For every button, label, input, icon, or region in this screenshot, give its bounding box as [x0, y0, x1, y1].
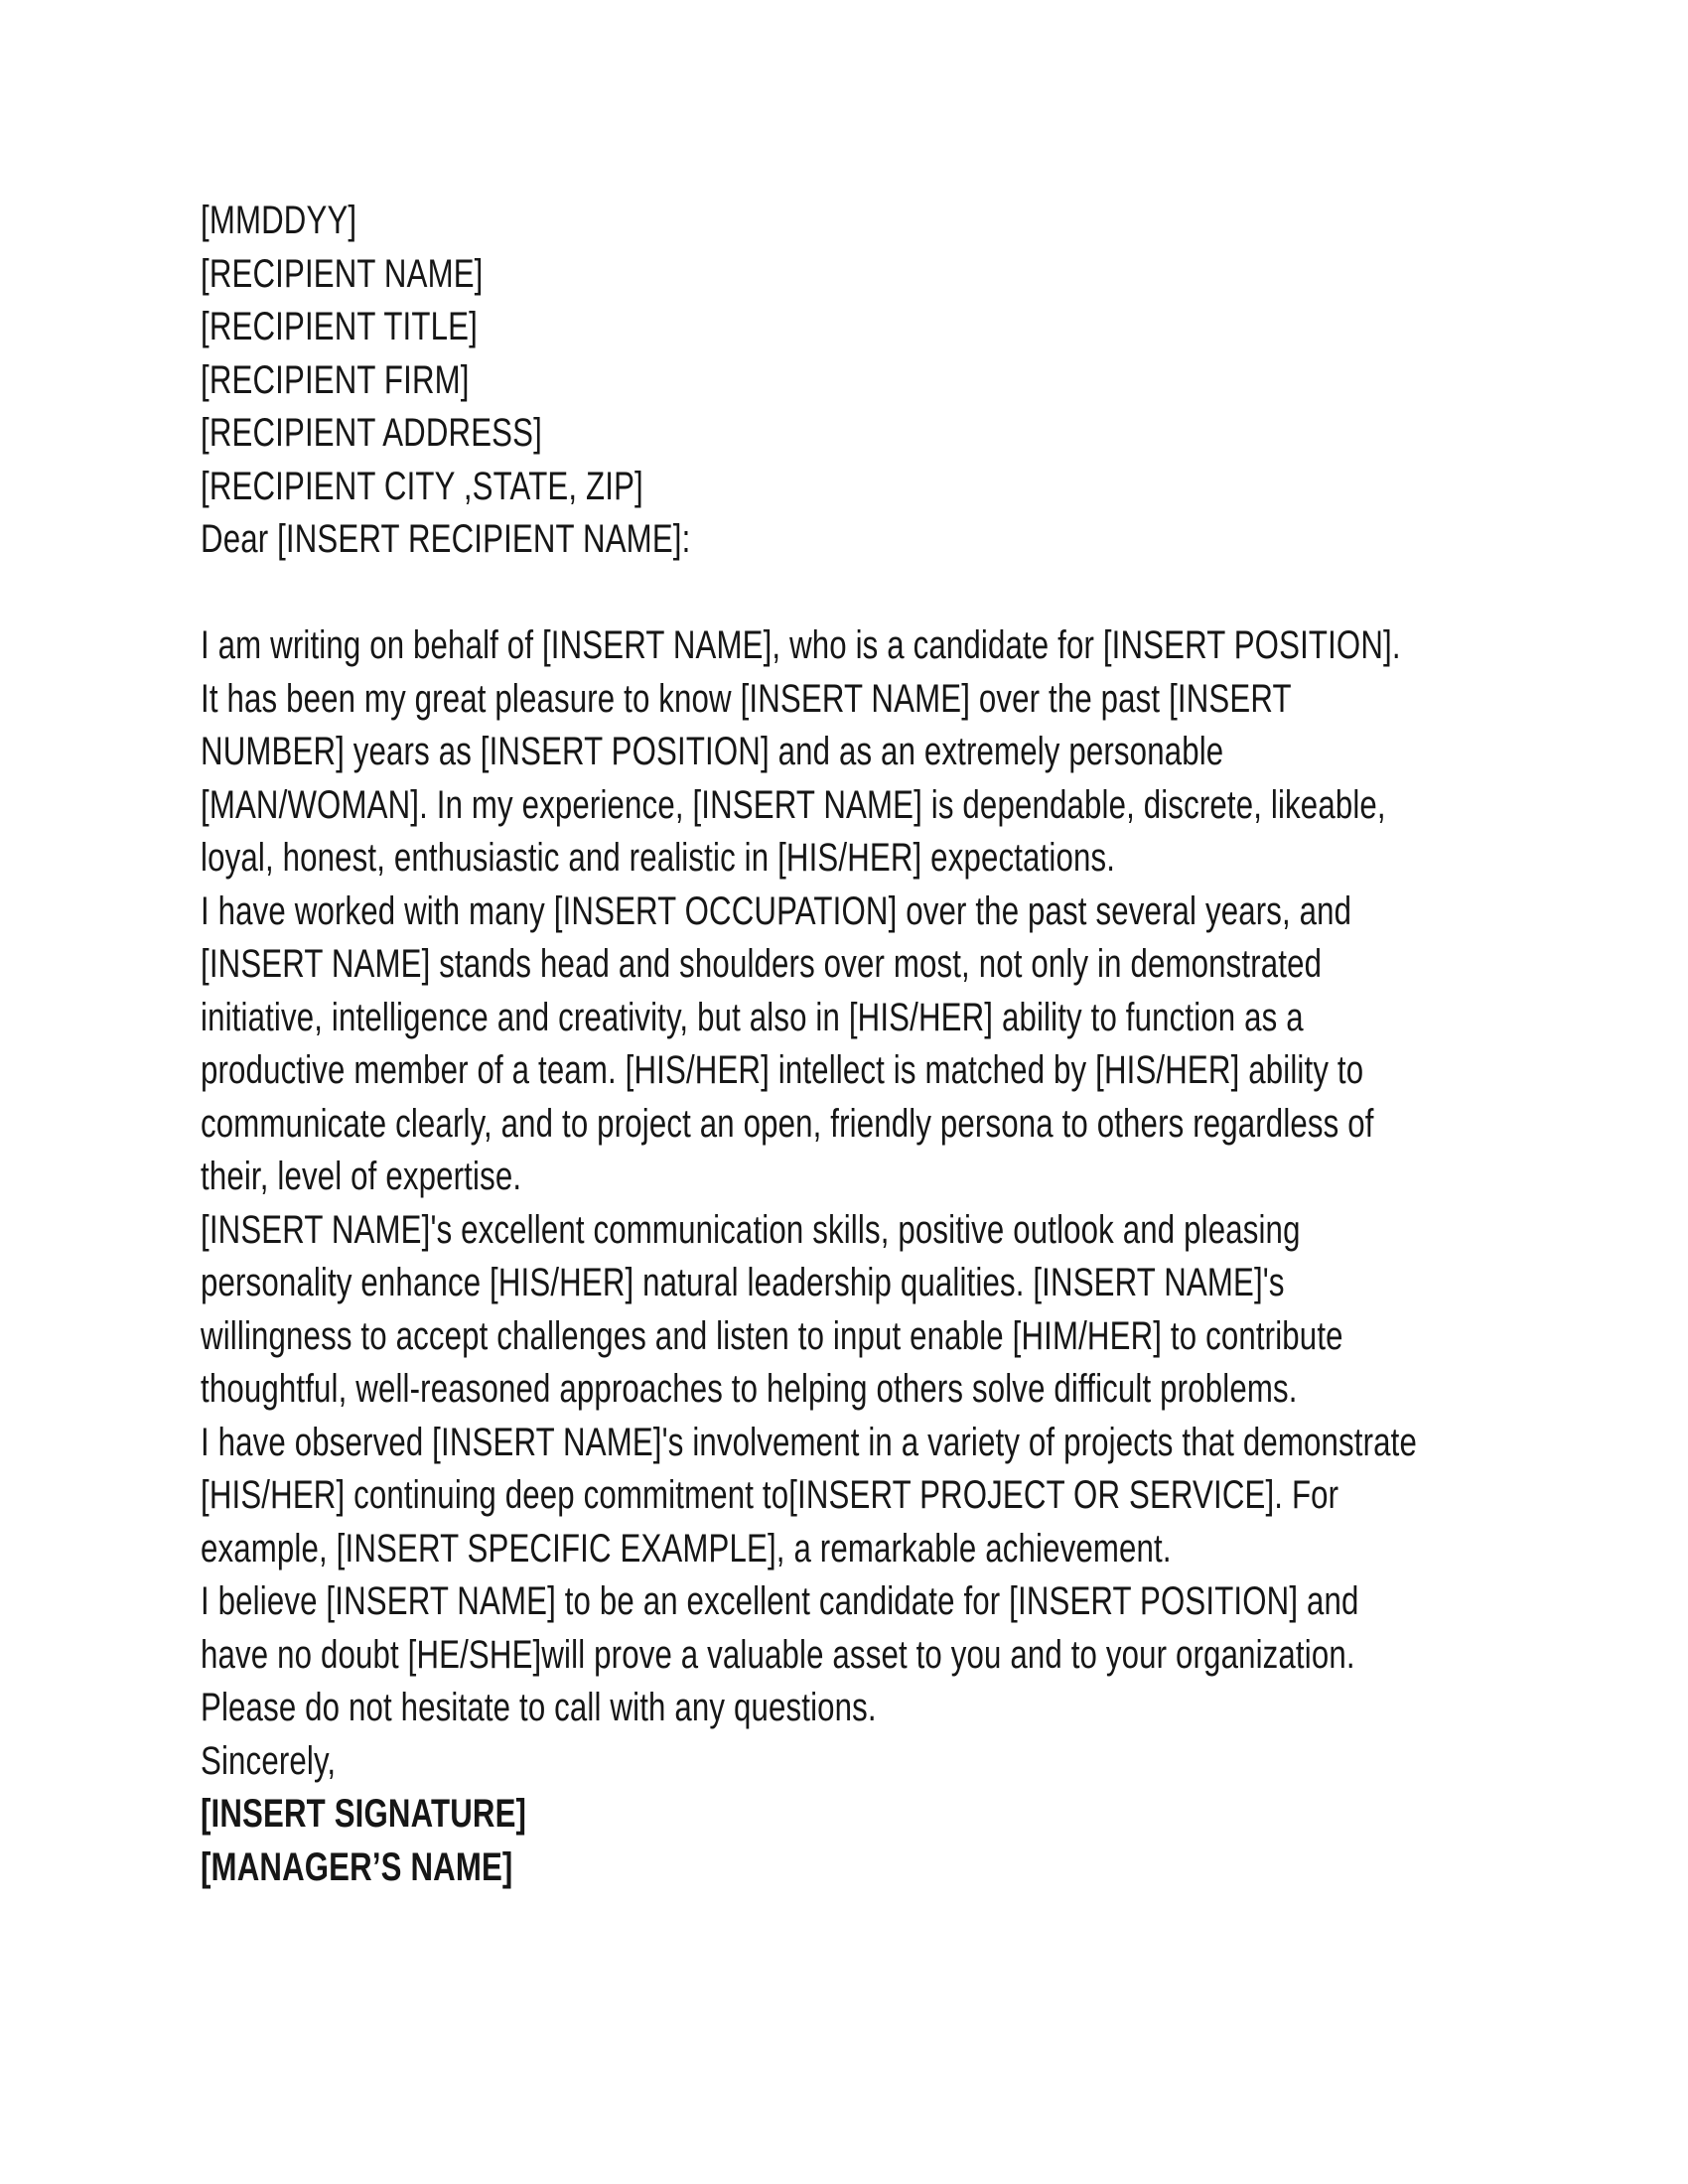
body-line: their, level of expertise.: [201, 1155, 522, 1198]
body-line: I am writing on behalf of [INSERT NAME], who is a candidate for [INSERT POSITION].: [201, 623, 1401, 667]
salutation-line: Dear [INSERT RECIPIENT NAME]:: [201, 517, 691, 561]
body-line: example, [INSERT SPECIFIC EXAMPLE], a remarkable achievement.: [201, 1526, 1172, 1570]
recipient-firm-line: [RECIPIENT FIRM]: [201, 357, 470, 402]
body-line: [INSERT NAME] stands head and shoulders over most, not only in demonstrated: [201, 942, 1323, 986]
recipient-name-line: [RECIPIENT NAME]: [201, 251, 484, 296]
body-line: [HIS/HER] continuing deep commitment to[INSERT PROJECT OR SERVICE]. For: [201, 1473, 1339, 1517]
date-line: [MMDDYY]: [201, 199, 357, 242]
body-line: personality enhance [HIS/HER] natural leadership qualities. [INSERT NAME]'s: [201, 1261, 1285, 1304]
body-line: loyal, honest, enthusiastic and realistic in [HIS/HER] expectations.: [201, 836, 1116, 880]
closing-line: Sincerely,: [201, 1738, 337, 1783]
manager-name-line: [MANAGER’S NAME]: [201, 1844, 513, 1889]
body-line: initiative, intelligence and creativity, but also in [HIS/HER] ability to function as a: [201, 995, 1304, 1039]
letter-text-column: [201, 195, 1418, 1894]
body-line: I have worked with many [INSERT OCCUPATION] over the past several years, and: [201, 888, 1352, 933]
body-line: [INSERT NAME]'s excellent communication skills, positive outlook and pleasing: [201, 1207, 1301, 1252]
blank-line: [201, 567, 1283, 620]
recipient-city-state-zip-line: [RECIPIENT CITY ,STATE, ZIP]: [201, 464, 643, 508]
body-line: productive member of a team. [HIS/HER] intellect is matched by [HIS/HER] ability to: [201, 1048, 1364, 1092]
signature-line: [INSERT SIGNATURE]: [201, 1792, 527, 1836]
recipient-address-line: [RECIPIENT ADDRESS]: [201, 411, 542, 455]
body-line: Please do not hesitate to call with any questions.: [201, 1686, 877, 1729]
body-line: I believe [INSERT NAME] to be an excellent candidate for [INSERT POSITION] and: [201, 1579, 1359, 1623]
body-line: thoughtful, well-reasoned approaches to helping others solve difficult problems.: [201, 1367, 1298, 1411]
body-line: willingness to accept challenges and listen to input enable [HIM/HER] to contribute: [201, 1313, 1343, 1358]
body-line: NUMBER] years as [INSERT POSITION] and as an extremely personable: [201, 730, 1224, 773]
body-line: communicate clearly, and to project an open, friendly persona to others regardless of: [201, 1101, 1374, 1146]
recipient-title-line: [RECIPIENT TITLE]: [201, 305, 478, 348]
body-line: have no doubt [HE/SHE]will prove a valuable asset to you and to your organization.: [201, 1632, 1355, 1677]
body-line: I have observed [INSERT NAME]'s involvement in a variety of projects that demonstrate: [201, 1420, 1418, 1464]
body-line: [MAN/WOMAN]. In my experience, [INSERT NAME] is dependable, discrete, likeable,: [201, 782, 1386, 827]
body-line: It has been my great pleasure to know [INSERT NAME] over the past [INSERT: [201, 676, 1292, 721]
